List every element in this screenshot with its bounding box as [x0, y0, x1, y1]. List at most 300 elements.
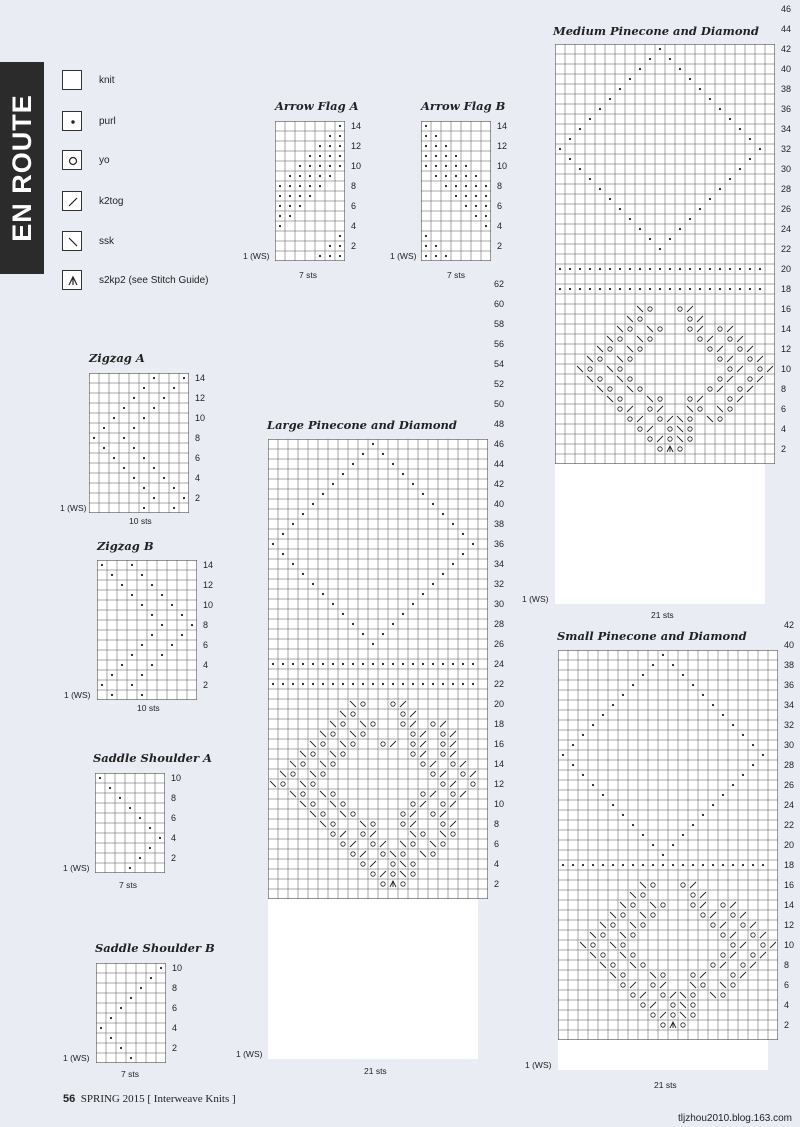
purl-stitch	[99, 777, 101, 779]
purl-stitch	[392, 663, 394, 665]
purl-stitch	[739, 168, 741, 170]
purl-stitch	[699, 208, 701, 210]
purl-stitch	[309, 175, 311, 177]
purl-stitch	[722, 714, 724, 716]
legend-label-s2kp2: s2kp2 (see Stitch Guide)	[99, 275, 209, 286]
row-number-label: 8	[494, 818, 500, 829]
purl-stitch	[629, 218, 631, 220]
purl-stitch	[475, 195, 477, 197]
row-number-label: 4	[351, 220, 357, 231]
purl-stitch	[722, 794, 724, 796]
chart-grid-svg	[97, 560, 197, 700]
row-number-label: 12	[351, 140, 362, 151]
chart-grid	[555, 44, 765, 604]
row-number-label: 22	[494, 678, 505, 689]
row-number-label: 14	[494, 758, 505, 769]
purl-stitch	[642, 674, 644, 676]
purl-stitch	[475, 205, 477, 207]
row-number-label: 2	[171, 852, 177, 863]
purl-stitch	[299, 195, 301, 197]
stitch-count-label: 7 sts	[447, 270, 465, 280]
purl-stitch	[472, 663, 474, 665]
purl-stitch	[412, 483, 414, 485]
row-number-label: 20	[494, 698, 505, 709]
purl-stitch	[709, 268, 711, 270]
purl-stitch	[299, 175, 301, 177]
row-number-label: 26	[784, 779, 795, 790]
purl-stitch	[649, 288, 651, 290]
purl-stitch	[629, 78, 631, 80]
purl-stitch	[425, 165, 427, 167]
chart-title: Saddle Shoulder A	[93, 751, 212, 765]
row-number-label: 32	[494, 578, 505, 589]
purl-stitch	[133, 427, 135, 429]
purl-symbol-icon	[62, 111, 82, 131]
purl-stitch	[445, 185, 447, 187]
ws-row-label: 1 (WS)	[522, 594, 549, 604]
purl-stitch	[111, 694, 113, 696]
stitch-count-label: 21 sts	[651, 610, 674, 620]
purl-stitch	[689, 78, 691, 80]
purl-stitch	[749, 158, 751, 160]
purl-stitch	[392, 463, 394, 465]
row-number-label: 20	[781, 263, 792, 274]
row-number-label: 10	[351, 160, 362, 171]
magazine-name: [ Interweave Knits ]	[147, 1093, 236, 1105]
purl-stitch	[171, 644, 173, 646]
row-number-label: 6	[497, 200, 503, 211]
purl-stitch	[749, 288, 751, 290]
purl-stitch	[339, 135, 341, 137]
purl-stitch	[319, 175, 321, 177]
purl-stitch	[121, 664, 123, 666]
chart-grid	[558, 650, 768, 1070]
purl-stitch	[279, 185, 281, 187]
purl-stitch	[465, 185, 467, 187]
purl-stitch	[382, 633, 384, 635]
row-number-label: 28	[494, 618, 505, 629]
purl-stitch	[672, 864, 674, 866]
chart-title: Saddle Shoulder B	[95, 941, 215, 955]
row-number-label: 42	[781, 43, 792, 54]
purl-stitch	[113, 457, 115, 459]
purl-stitch	[149, 847, 151, 849]
purl-stitch	[312, 663, 314, 665]
purl-stitch	[329, 165, 331, 167]
purl-stitch	[151, 664, 153, 666]
purl-stitch	[319, 145, 321, 147]
purl-stitch	[682, 674, 684, 676]
row-number-label: 14	[781, 323, 792, 334]
purl-stitch	[173, 507, 175, 509]
purl-stitch	[702, 864, 704, 866]
chart-grid	[95, 773, 165, 873]
purl-stitch	[742, 774, 744, 776]
row-number-label: 30	[784, 739, 795, 750]
purl-stitch	[619, 288, 621, 290]
row-number-label: 12	[203, 579, 214, 590]
purl-stitch	[589, 118, 591, 120]
purl-stitch	[435, 175, 437, 177]
row-number-label: 8	[172, 982, 178, 993]
purl-stitch	[339, 235, 341, 237]
purl-stitch	[183, 377, 185, 379]
purl-stitch	[272, 683, 274, 685]
purl-stitch	[572, 744, 574, 746]
purl-stitch	[422, 593, 424, 595]
purl-stitch	[425, 135, 427, 137]
purl-stitch	[422, 493, 424, 495]
purl-stitch	[679, 228, 681, 230]
purl-stitch	[372, 643, 374, 645]
purl-stitch	[759, 288, 761, 290]
row-number-label: 38	[784, 659, 795, 670]
purl-stitch	[130, 997, 132, 999]
row-number-label: 40	[781, 63, 792, 74]
purl-stitch	[282, 683, 284, 685]
purl-stitch	[679, 288, 681, 290]
row-number-label: 50	[494, 398, 505, 409]
purl-stitch	[432, 503, 434, 505]
purl-stitch	[485, 185, 487, 187]
row-number-label: 2	[784, 1019, 790, 1030]
row-number-label: 46	[494, 438, 505, 449]
row-number-label: 4	[784, 999, 790, 1010]
knit-symbol-icon	[62, 70, 82, 90]
purl-stitch	[652, 664, 654, 666]
purl-stitch	[302, 513, 304, 515]
row-number-label: 38	[494, 518, 505, 529]
purl-stitch	[659, 288, 661, 290]
purl-stitch	[131, 564, 133, 566]
purl-stitch	[181, 614, 183, 616]
purl-stitch	[149, 827, 151, 829]
row-number-label: 6	[195, 452, 201, 463]
chart-grid-svg	[268, 439, 488, 899]
row-number-label: 18	[784, 859, 795, 870]
page-number: 56	[63, 1093, 76, 1105]
purl-stitch	[282, 533, 284, 535]
row-number-label: 4	[171, 832, 177, 843]
purl-stitch	[289, 185, 291, 187]
purl-stitch	[462, 533, 464, 535]
purl-stitch	[121, 584, 123, 586]
row-number-label: 10	[195, 412, 206, 423]
purl-stitch	[629, 288, 631, 290]
purl-stitch	[465, 195, 467, 197]
row-number-label: 4	[195, 472, 201, 483]
purl-stitch	[362, 453, 364, 455]
purl-stitch	[279, 215, 281, 217]
purl-stitch	[319, 155, 321, 157]
row-number-label: 6	[494, 838, 500, 849]
purl-stitch	[292, 523, 294, 525]
purl-stitch	[161, 654, 163, 656]
purl-stitch	[699, 88, 701, 90]
purl-stitch	[279, 195, 281, 197]
row-number-label: 14	[195, 372, 206, 383]
purl-stitch	[312, 683, 314, 685]
row-number-label: 28	[781, 183, 792, 194]
purl-stitch	[455, 185, 457, 187]
purl-stitch	[662, 864, 664, 866]
purl-stitch	[163, 397, 165, 399]
purl-stitch	[599, 268, 601, 270]
purl-stitch	[342, 473, 344, 475]
purl-stitch	[332, 683, 334, 685]
row-number-label: 22	[781, 243, 792, 254]
purl-stitch	[452, 563, 454, 565]
purl-stitch	[692, 864, 694, 866]
purl-stitch	[133, 477, 135, 479]
purl-stitch	[93, 437, 95, 439]
purl-stitch	[455, 165, 457, 167]
purl-stitch	[702, 814, 704, 816]
purl-stitch	[339, 125, 341, 127]
purl-stitch	[465, 165, 467, 167]
purl-stitch	[629, 268, 631, 270]
purl-stitch	[572, 764, 574, 766]
purl-stitch	[319, 185, 321, 187]
row-number-label: 4	[781, 423, 787, 434]
issue-label: SPRING 2015	[80, 1093, 145, 1105]
purl-stitch	[609, 98, 611, 100]
purl-stitch	[279, 225, 281, 227]
row-number-label: 24	[494, 658, 505, 669]
purl-stitch	[153, 377, 155, 379]
purl-stitch	[692, 684, 694, 686]
row-number-label: 26	[781, 203, 792, 214]
purl-stitch	[402, 683, 404, 685]
purl-stitch	[445, 175, 447, 177]
chart-title: Arrow Flag B	[421, 99, 506, 113]
purl-stitch	[612, 864, 614, 866]
s2kp2-symbol-icon	[62, 270, 82, 290]
purl-stitch	[709, 198, 711, 200]
purl-stitch	[475, 185, 477, 187]
purl-stitch	[143, 487, 145, 489]
purl-stitch	[362, 663, 364, 665]
purl-stitch	[160, 967, 162, 969]
purl-stitch	[602, 864, 604, 866]
purl-stitch	[485, 195, 487, 197]
stitch-count-label: 7 sts	[121, 1069, 139, 1079]
purl-stitch	[150, 977, 152, 979]
purl-stitch	[632, 864, 634, 866]
chart-grid-svg	[555, 44, 775, 464]
purl-stitch	[619, 268, 621, 270]
legend-label-ssk: ssk	[99, 236, 114, 247]
purl-stitch	[485, 225, 487, 227]
purl-stitch	[425, 235, 427, 237]
purl-stitch	[689, 288, 691, 290]
purl-stitch	[749, 138, 751, 140]
row-number-label: 34	[494, 558, 505, 569]
purl-stitch	[425, 155, 427, 157]
purl-stitch	[123, 437, 125, 439]
chart-grid-svg	[275, 121, 345, 261]
purl-stitch	[382, 663, 384, 665]
purl-stitch	[289, 215, 291, 217]
purl-stitch	[352, 623, 354, 625]
purl-stitch	[622, 814, 624, 816]
purl-stitch	[131, 684, 133, 686]
row-number-label: 6	[784, 979, 790, 990]
row-number-label: 62	[494, 278, 505, 289]
purl-stitch	[562, 754, 564, 756]
yo-symbol-icon	[62, 150, 82, 170]
purl-stitch	[619, 88, 621, 90]
purl-stitch	[139, 857, 141, 859]
purl-stitch	[732, 864, 734, 866]
purl-stitch	[309, 195, 311, 197]
purl-stitch	[103, 447, 105, 449]
row-number-label: 24	[784, 799, 795, 810]
purl-stitch	[729, 268, 731, 270]
purl-stitch	[302, 683, 304, 685]
purl-stitch	[569, 158, 571, 160]
row-number-label: 8	[171, 792, 177, 803]
purl-stitch	[322, 493, 324, 495]
purl-stitch	[669, 238, 671, 240]
row-number-label: 30	[494, 598, 505, 609]
purl-stitch	[632, 824, 634, 826]
row-number-label: 18	[781, 283, 792, 294]
purl-stitch	[339, 145, 341, 147]
section-tab-label: EN ROUTE	[7, 94, 37, 242]
purl-stitch	[742, 864, 744, 866]
purl-stitch	[472, 543, 474, 545]
chart-title: Zigzag B	[97, 539, 154, 553]
stitch-count-label: 10 sts	[129, 516, 152, 526]
purl-stitch	[762, 754, 764, 756]
purl-stitch	[412, 663, 414, 665]
purl-stitch	[272, 663, 274, 665]
purl-stitch	[123, 407, 125, 409]
row-number-label: 8	[351, 180, 357, 191]
row-number-label: 30	[781, 163, 792, 174]
purl-stitch	[153, 467, 155, 469]
purl-stitch	[485, 215, 487, 217]
purl-stitch	[662, 654, 664, 656]
row-number-label: 14	[497, 120, 508, 131]
purl-stitch	[435, 155, 437, 157]
purl-stitch	[143, 507, 145, 509]
purl-stitch	[329, 135, 331, 137]
purl-stitch	[752, 864, 754, 866]
purl-stitch	[123, 467, 125, 469]
purl-stitch	[101, 564, 103, 566]
purl-stitch	[372, 663, 374, 665]
purl-stitch	[159, 837, 161, 839]
purl-stitch	[602, 794, 604, 796]
purl-stitch	[632, 684, 634, 686]
row-number-label: 10	[784, 939, 795, 950]
stitch-count-label: 21 sts	[654, 1080, 677, 1090]
purl-stitch	[592, 784, 594, 786]
chart-title: Zigzag A	[89, 351, 145, 365]
purl-stitch	[425, 245, 427, 247]
purl-stitch	[759, 268, 761, 270]
purl-stitch	[392, 683, 394, 685]
row-number-label: 12	[497, 140, 508, 151]
purl-stitch	[141, 574, 143, 576]
legend-label-purl: purl	[99, 116, 116, 127]
purl-stitch	[445, 145, 447, 147]
purl-stitch	[682, 834, 684, 836]
purl-stitch	[465, 205, 467, 207]
purl-stitch	[322, 593, 324, 595]
row-number-label: 34	[781, 123, 792, 134]
purl-stitch	[133, 397, 135, 399]
purl-stitch	[609, 268, 611, 270]
purl-stitch	[111, 574, 113, 576]
purl-stitch	[163, 477, 165, 479]
purl-stitch	[402, 473, 404, 475]
purl-stitch	[151, 614, 153, 616]
purl-stitch	[432, 683, 434, 685]
purl-stitch	[292, 683, 294, 685]
purl-stitch	[472, 683, 474, 685]
purl-stitch	[592, 864, 594, 866]
purl-stitch	[639, 68, 641, 70]
purl-stitch	[462, 683, 464, 685]
purl-stitch	[339, 165, 341, 167]
row-number-label: 8	[781, 383, 787, 394]
purl-stitch	[342, 663, 344, 665]
chart-grid-svg	[95, 773, 165, 873]
purl-stitch	[475, 215, 477, 217]
row-number-label: 42	[494, 478, 505, 489]
purl-stitch	[669, 58, 671, 60]
purl-stitch	[110, 1017, 112, 1019]
purl-stitch	[183, 497, 185, 499]
row-number-label: 10	[203, 599, 214, 610]
row-number-label: 6	[351, 200, 357, 211]
purl-stitch	[432, 583, 434, 585]
purl-stitch	[485, 205, 487, 207]
purl-stitch	[672, 664, 674, 666]
purl-stitch	[422, 683, 424, 685]
page-footer	[63, 1093, 236, 1105]
purl-stitch	[151, 634, 153, 636]
purl-stitch	[719, 108, 721, 110]
purl-stitch	[652, 864, 654, 866]
purl-stitch	[322, 663, 324, 665]
row-number-label: 6	[172, 1002, 178, 1013]
row-number-label: 38	[781, 83, 792, 94]
purl-stitch	[719, 288, 721, 290]
purl-stitch	[140, 987, 142, 989]
purl-stitch	[729, 178, 731, 180]
purl-stitch	[742, 734, 744, 736]
purl-stitch	[759, 148, 761, 150]
purl-stitch	[652, 844, 654, 846]
purl-stitch	[372, 683, 374, 685]
purl-stitch	[191, 624, 193, 626]
purl-stitch	[445, 255, 447, 257]
row-number-label: 4	[203, 659, 209, 670]
stitch-count-label: 21 sts	[364, 1066, 387, 1076]
purl-stitch	[729, 118, 731, 120]
purl-stitch	[425, 125, 427, 127]
purl-stitch	[422, 663, 424, 665]
purl-stitch	[352, 683, 354, 685]
purl-stitch	[602, 714, 604, 716]
purl-stitch	[599, 288, 601, 290]
purl-stitch	[729, 288, 731, 290]
stitch-count-label: 7 sts	[299, 270, 317, 280]
